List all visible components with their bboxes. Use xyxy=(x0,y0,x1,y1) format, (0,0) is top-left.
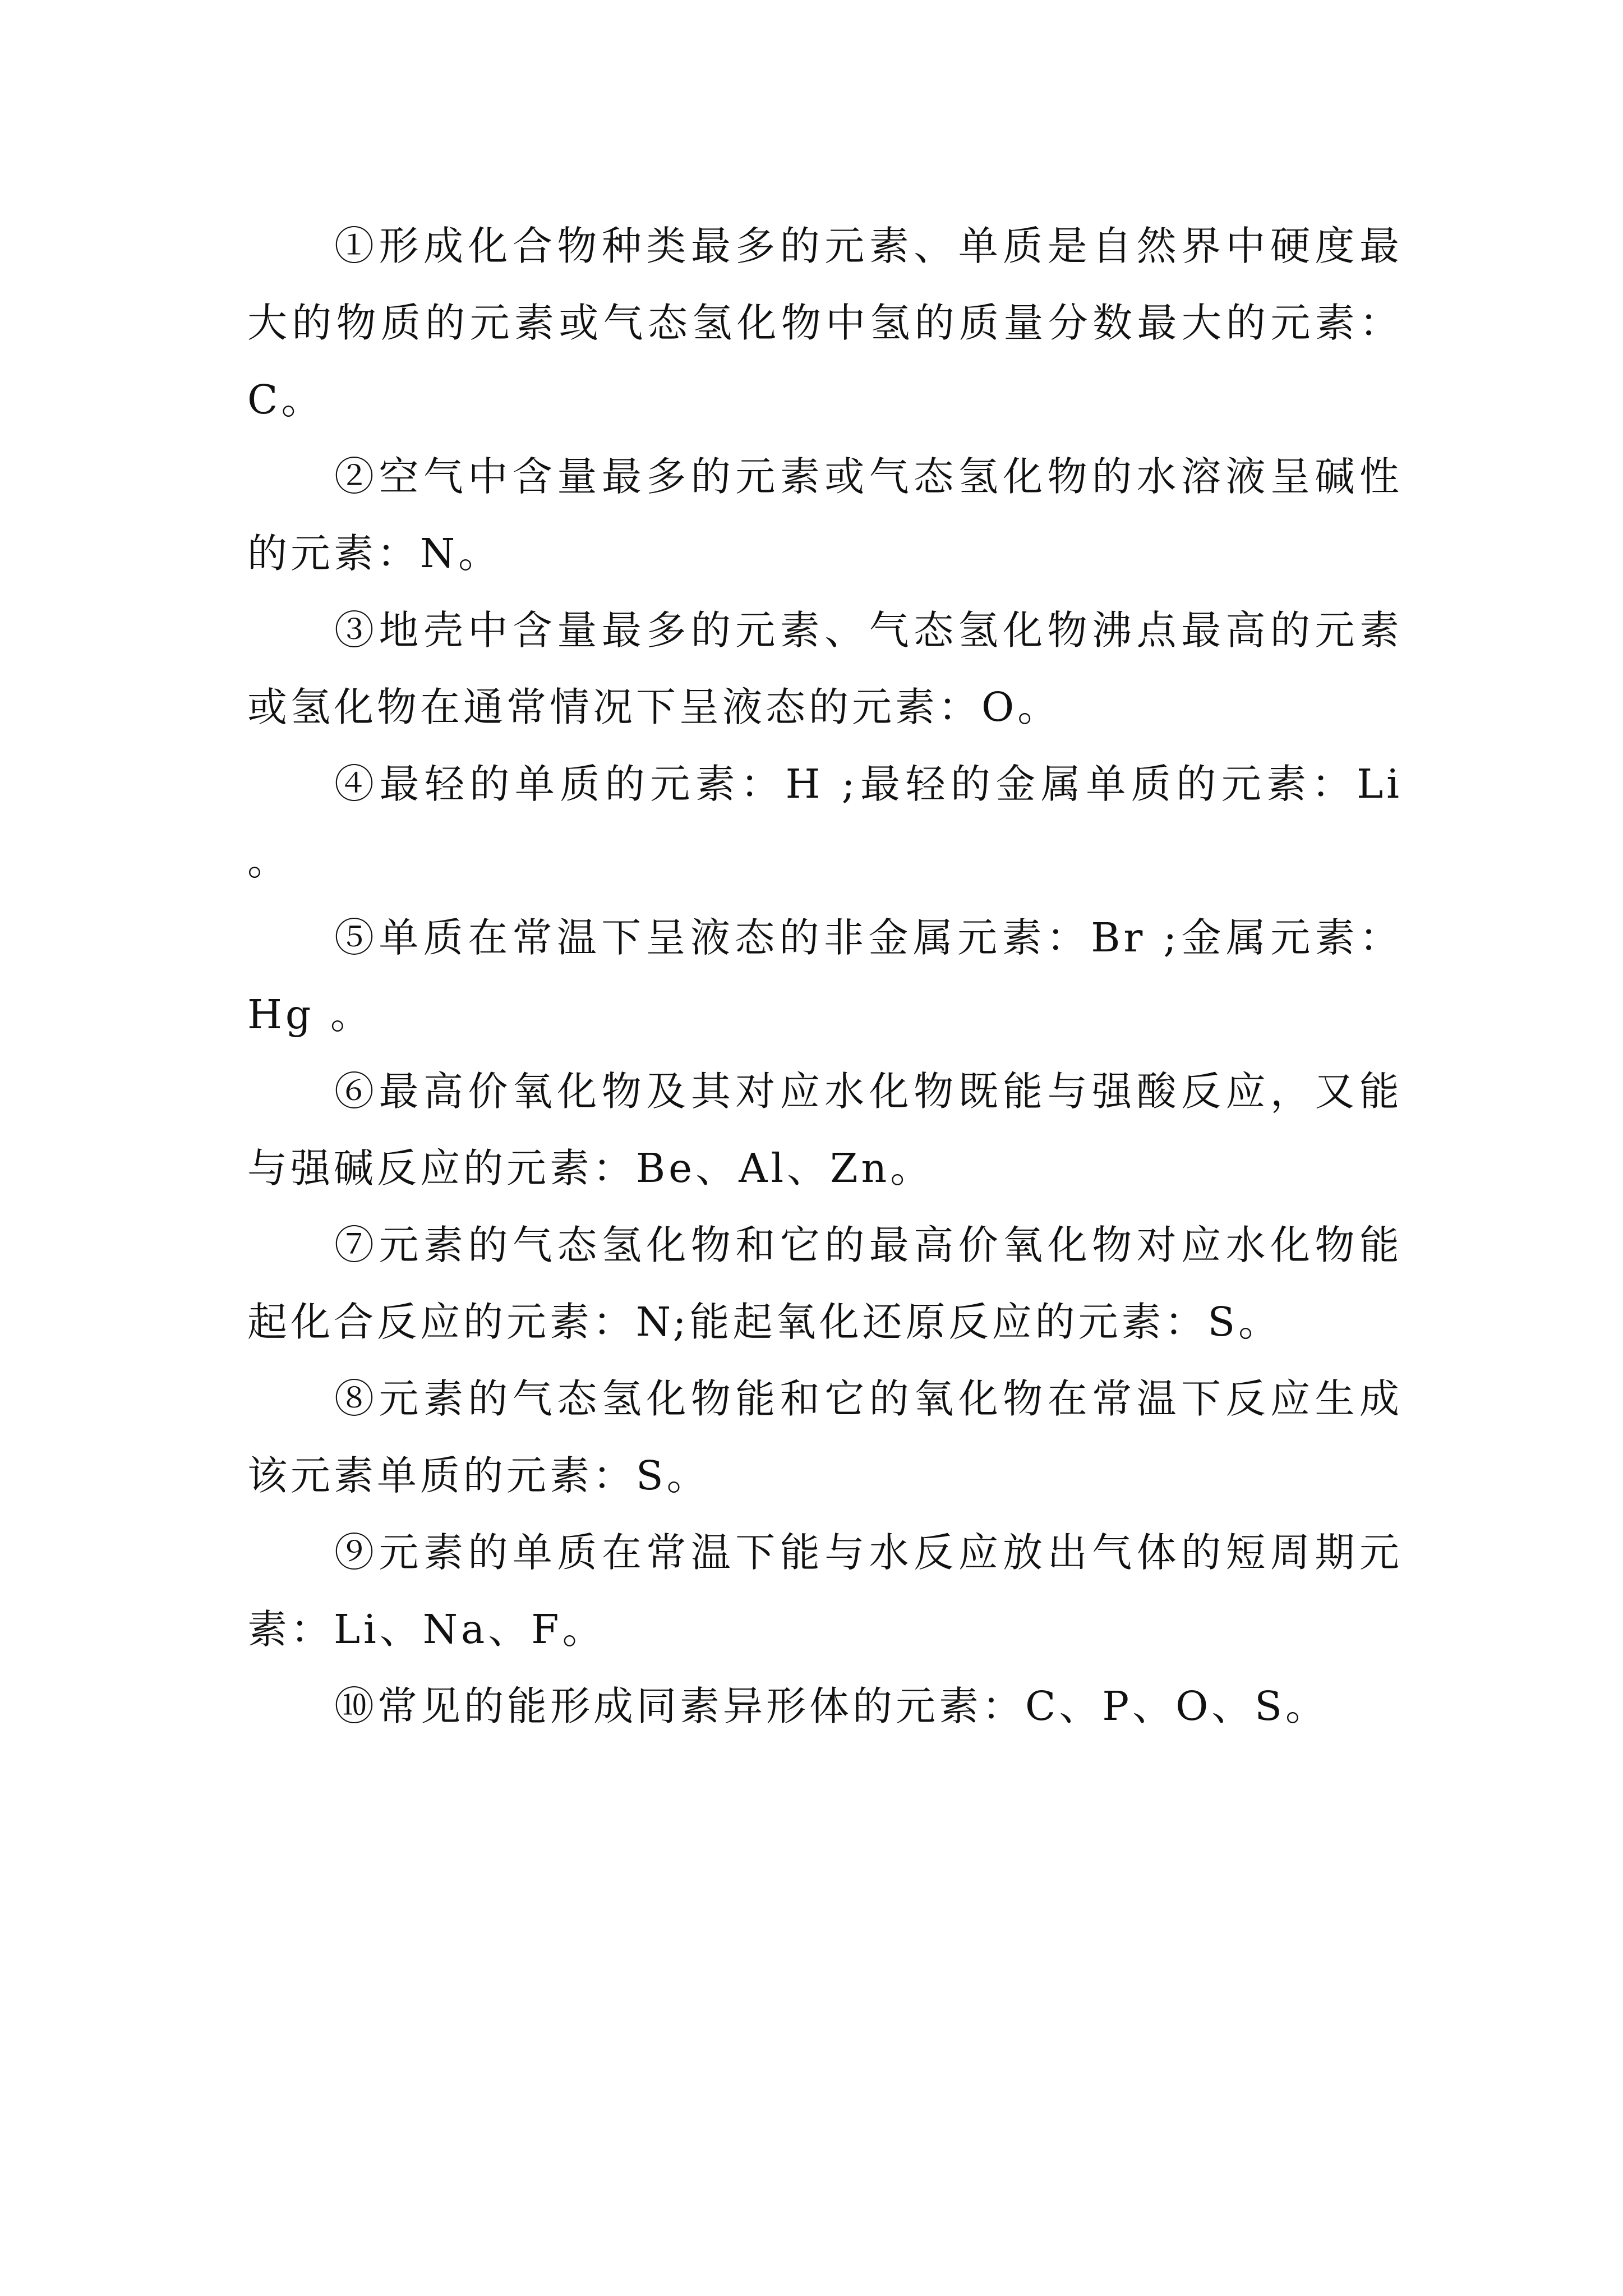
paragraph-10: ⑩常见的能形成同素异形体的元素：C、P、O、S。 xyxy=(334,1683,1329,1729)
paragraph-2: ②空气中含量最多的元素或气态氢化物的水溶液呈碱性的元素：N。 xyxy=(247,453,1403,577)
paragraph-6: ⑥最高价氧化物及其对应水化物既能与强酸反应，又能与强碱反应的元素：Be、Al、Zn。 xyxy=(247,1068,1403,1191)
document-body xyxy=(247,208,1403,1745)
paragraph-9: ⑨元素的单质在常温下能与水反应放出气体的短周期元素：Li、Na、F。 xyxy=(247,1529,1403,1653)
paragraph-7: ⑦元素的气态氢化物和它的最高价氧化物对应水化物能起化合反应的元素：N;能起氧化还原反应的元素：S。 xyxy=(247,1222,1403,1345)
paragraph-3: ③地壳中含量最多的元素、气态氢化物沸点最高的元素或氢化物在通常情况下呈液态的元素：O。 xyxy=(247,607,1403,730)
paragraph-5: ⑤单质在常温下呈液态的非金属元素：Br ;金属元素：Hg 。 xyxy=(247,914,1403,1038)
paragraph-8: ⑧元素的气态氢化物能和它的氧化物在常温下反应生成该元素单质的元素：S。 xyxy=(247,1375,1403,1499)
paragraph-1: ①形成化合物种类最多的元素、单质是自然界中硬度最大的物质的元素或气态氢化物中氢的质量分数最大的元素：C。 xyxy=(247,223,1403,423)
paragraph-4: ④最轻的单质的元素：H ;最轻的金属单质的元素：Li 。 xyxy=(247,761,1403,884)
